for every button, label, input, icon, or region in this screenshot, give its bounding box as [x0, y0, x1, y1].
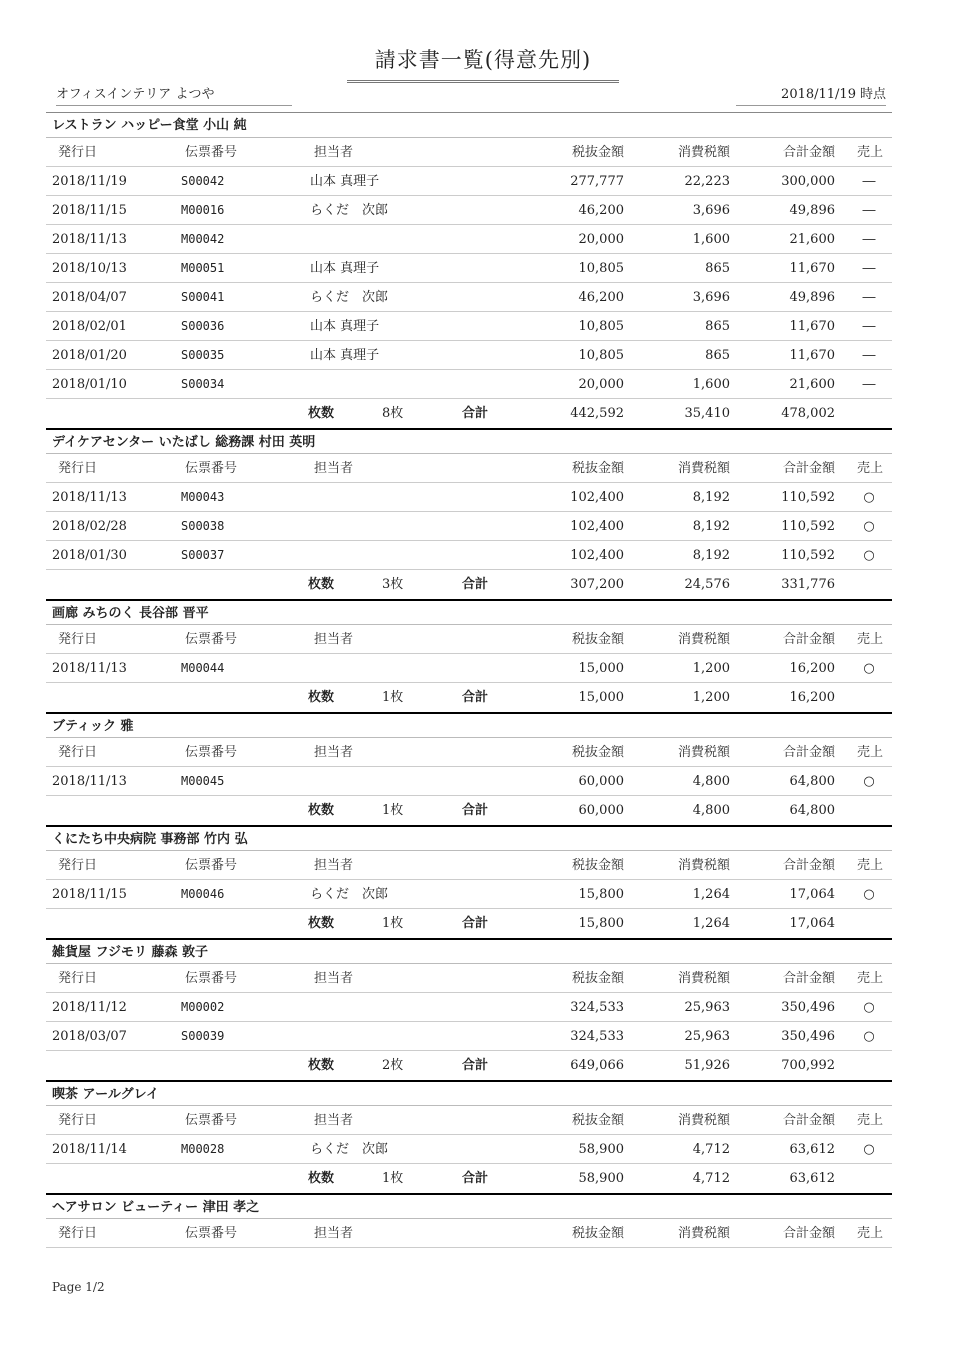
- net-amount: 58,900: [578, 1142, 624, 1157]
- summary-total: 700,992: [781, 1058, 835, 1073]
- col-header-net: 税抜金額: [571, 858, 624, 873]
- slip-number: M00042: [181, 232, 225, 246]
- total-amount: 49,896: [789, 203, 835, 218]
- net-amount: 15,800: [578, 887, 624, 902]
- col-header-tax: 消費税額: [677, 145, 730, 160]
- col-header-date: 発行日: [58, 745, 98, 760]
- invoice-row[interactable]: [46, 254, 892, 283]
- summary-net: 15,000: [578, 690, 624, 705]
- sales-mark: ―: [862, 203, 876, 218]
- col-header-slip-no: 伝票番号: [185, 971, 238, 986]
- count-label: 枚数: [308, 803, 335, 818]
- slip-number: M00044: [181, 661, 225, 675]
- net-amount: 10,805: [578, 261, 624, 276]
- col-header-date: 発行日: [58, 1226, 98, 1241]
- slip-count: 2枚: [382, 1058, 404, 1073]
- issue-date: 2018/01/30: [52, 548, 127, 563]
- total-amount: 21,600: [789, 232, 835, 247]
- col-header-slip-no: 伝票番号: [185, 745, 238, 760]
- invoice-row[interactable]: [46, 993, 892, 1022]
- as-of-date-value: 2018/11/19: [781, 87, 856, 102]
- slip-number: M00028: [181, 1142, 225, 1156]
- tax-amount: 1,200: [692, 661, 730, 676]
- count-label: 枚数: [308, 1171, 335, 1186]
- issue-date: 2018/11/15: [52, 203, 127, 218]
- as-of-label: 時点: [859, 87, 886, 102]
- tax-amount: 1,264: [692, 887, 730, 902]
- col-header-sales: 売上: [857, 1113, 884, 1128]
- staff-name: 山本 真理子: [310, 319, 380, 334]
- col-header-sales: 売上: [857, 145, 884, 160]
- col-header-net: 税抜金額: [571, 632, 624, 647]
- sales-mark: ―: [862, 174, 876, 189]
- count-label: 枚数: [308, 690, 335, 705]
- tax-amount: 4,800: [692, 774, 730, 789]
- issue-date: 2018/01/20: [52, 348, 127, 363]
- total-label: 合計: [462, 577, 489, 592]
- invoice-row[interactable]: [46, 196, 892, 225]
- summary-row: [46, 399, 892, 428]
- sales-mark: ―: [862, 261, 876, 276]
- column-header-row: [46, 138, 892, 167]
- slip-number: M00051: [181, 261, 225, 275]
- sales-mark: ○: [863, 1000, 875, 1015]
- col-header-staff: 担当者: [314, 1113, 354, 1128]
- client-name: ブティック 雅: [46, 712, 892, 738]
- col-header-staff: 担当者: [314, 858, 354, 873]
- client-name: レストラン ハッピー食堂 小山 純: [46, 112, 892, 138]
- invoice-row[interactable]: [46, 483, 892, 512]
- net-amount: 46,200: [578, 290, 624, 305]
- total-amount: 350,496: [781, 1029, 835, 1044]
- staff-name: 山本 真理子: [310, 174, 380, 189]
- net-amount: 102,400: [570, 519, 624, 534]
- sales-mark: ―: [862, 348, 876, 363]
- net-amount: 102,400: [570, 490, 624, 505]
- col-header-sales: 売上: [857, 632, 884, 647]
- slip-number: S00039: [181, 1029, 225, 1043]
- client-block: [46, 112, 892, 428]
- sales-mark: ―: [862, 377, 876, 392]
- sales-mark: ○: [863, 1142, 875, 1157]
- column-header-row: [46, 738, 892, 767]
- staff-name: 山本 真理子: [310, 348, 380, 363]
- count-label: 枚数: [308, 916, 335, 931]
- col-header-date: 発行日: [58, 858, 98, 873]
- total-label: 合計: [462, 1058, 489, 1073]
- total-amount: 64,800: [789, 774, 835, 789]
- total-amount: 11,670: [789, 319, 835, 334]
- net-amount: 20,000: [578, 377, 624, 392]
- tax-amount: 3,696: [692, 290, 730, 305]
- column-header-row: [46, 964, 892, 993]
- col-header-tax: 消費税額: [677, 1113, 730, 1128]
- sales-mark: ○: [863, 519, 875, 534]
- summary-net: 58,900: [578, 1171, 624, 1186]
- slip-number: M00045: [181, 774, 225, 788]
- total-label: 合計: [462, 1171, 489, 1186]
- count-label: 枚数: [308, 406, 335, 421]
- col-header-tax: 消費税額: [677, 461, 730, 476]
- net-amount: 324,533: [570, 1029, 624, 1044]
- invoice-row[interactable]: [46, 312, 892, 341]
- net-amount: 10,805: [578, 348, 624, 363]
- summary-row: [46, 796, 892, 825]
- summary-total: 478,002: [781, 406, 835, 421]
- summary-total: 16,200: [789, 690, 835, 705]
- col-header-sales: 売上: [857, 745, 884, 760]
- tax-amount: 1,600: [692, 377, 730, 392]
- client-block: [46, 825, 892, 938]
- col-header-date: 発行日: [58, 1113, 98, 1128]
- slip-count: 8枚: [382, 406, 404, 421]
- tax-amount: 4,712: [692, 1142, 730, 1157]
- slip-number: S00041: [181, 290, 225, 304]
- invoice-row[interactable]: [46, 341, 892, 370]
- col-header-slip-no: 伝票番号: [185, 461, 238, 476]
- tax-amount: 865: [705, 348, 730, 363]
- summary-tax: 4,800: [692, 803, 730, 818]
- col-header-slip-no: 伝票番号: [185, 1226, 238, 1241]
- total-amount: 300,000: [781, 174, 835, 189]
- tax-amount: 8,192: [692, 548, 730, 563]
- total-amount: 110,592: [781, 490, 835, 505]
- summary-total: 17,064: [789, 916, 835, 931]
- issue-date: 2018/11/19: [52, 174, 127, 189]
- col-header-staff: 担当者: [314, 971, 354, 986]
- tax-amount: 25,963: [684, 1029, 730, 1044]
- total-amount: 16,200: [789, 661, 835, 676]
- client-name: 雑貨屋 フジモリ 藤森 敦子: [46, 938, 892, 964]
- column-header-row: [46, 454, 892, 483]
- col-header-total: 合計金額: [782, 632, 835, 647]
- summary-tax: 1,200: [692, 690, 730, 705]
- col-header-staff: 担当者: [314, 1226, 354, 1241]
- col-header-slip-no: 伝票番号: [185, 632, 238, 647]
- summary-tax: 1,264: [692, 916, 730, 931]
- staff-name: らくだ 次郎: [310, 290, 389, 305]
- slip-number: M00002: [181, 1000, 225, 1014]
- tax-amount: 8,192: [692, 519, 730, 534]
- sales-mark: ―: [862, 319, 876, 334]
- total-amount: 17,064: [789, 887, 835, 902]
- col-header-tax: 消費税額: [677, 971, 730, 986]
- invoice-row[interactable]: [46, 654, 892, 683]
- client-name: くにたち中央病院 事務部 竹内 弘: [46, 825, 892, 851]
- issue-date: 2018/03/07: [52, 1029, 127, 1044]
- total-label: 合計: [462, 406, 489, 421]
- issue-date: 2018/11/15: [52, 887, 127, 902]
- total-amount: 21,600: [789, 377, 835, 392]
- slip-number: S00042: [181, 174, 225, 188]
- col-header-date: 発行日: [58, 632, 98, 647]
- total-label: 合計: [462, 916, 489, 931]
- slip-number: M00016: [181, 203, 225, 217]
- summary-net: 307,200: [570, 577, 624, 592]
- invoice-row[interactable]: [46, 767, 892, 796]
- net-amount: 60,000: [578, 774, 624, 789]
- tax-amount: 22,223: [684, 174, 730, 189]
- slip-count: 1枚: [382, 690, 404, 705]
- col-header-sales: 売上: [857, 1226, 884, 1241]
- total-amount: 11,670: [789, 261, 835, 276]
- col-header-slip-no: 伝票番号: [185, 145, 238, 160]
- total-amount: 110,592: [781, 519, 835, 534]
- col-header-date: 発行日: [58, 461, 98, 476]
- col-header-date: 発行日: [58, 971, 98, 986]
- staff-name: らくだ 次郎: [310, 1142, 389, 1157]
- col-header-sales: 売上: [857, 971, 884, 986]
- issue-date: 2018/11/13: [52, 774, 127, 789]
- slip-count: 1枚: [382, 1171, 404, 1186]
- sales-mark: ○: [863, 774, 875, 789]
- total-label: 合計: [462, 803, 489, 818]
- col-header-net: 税抜金額: [571, 145, 624, 160]
- summary-net: 649,066: [570, 1058, 624, 1073]
- as-of-date: [736, 83, 886, 106]
- invoice-row[interactable]: [46, 225, 892, 254]
- total-amount: 350,496: [781, 1000, 835, 1015]
- col-header-total: 合計金額: [782, 971, 835, 986]
- invoice-row[interactable]: [46, 512, 892, 541]
- tax-amount: 1,600: [692, 232, 730, 247]
- client-name: デイケアセンター いたばし 総務課 村田 英明: [46, 428, 892, 454]
- col-header-staff: 担当者: [314, 145, 354, 160]
- net-amount: 277,777: [570, 174, 624, 189]
- total-amount: 49,896: [789, 290, 835, 305]
- summary-tax: 51,926: [684, 1058, 730, 1073]
- summary-row: [46, 1164, 892, 1193]
- count-label: 枚数: [308, 1058, 335, 1073]
- sales-mark: ○: [863, 1029, 875, 1044]
- col-header-net: 税抜金額: [571, 1226, 624, 1241]
- issue-date: 2018/11/12: [52, 1000, 127, 1015]
- staff-name: らくだ 次郎: [310, 887, 389, 902]
- issue-date: 2018/11/14: [52, 1142, 127, 1157]
- client-block: [46, 1080, 892, 1193]
- tax-amount: 3,696: [692, 203, 730, 218]
- summary-total: 331,776: [781, 577, 835, 592]
- col-header-staff: 担当者: [314, 461, 354, 476]
- summary-net: 15,800: [578, 916, 624, 931]
- col-header-total: 合計金額: [782, 1226, 835, 1241]
- col-header-total: 合計金額: [782, 745, 835, 760]
- sales-mark: ○: [863, 548, 875, 563]
- sales-mark: ○: [863, 661, 875, 676]
- col-header-staff: 担当者: [314, 745, 354, 760]
- col-header-sales: 売上: [857, 858, 884, 873]
- net-amount: 20,000: [578, 232, 624, 247]
- page-number: Page 1/2: [52, 1280, 105, 1294]
- slip-number: S00034: [181, 377, 225, 391]
- column-header-row: [46, 1219, 892, 1248]
- col-header-total: 合計金額: [782, 1113, 835, 1128]
- slip-number: S00036: [181, 319, 225, 333]
- client-block: [46, 428, 892, 599]
- sales-mark: ○: [863, 887, 875, 902]
- issue-date: 2018/11/13: [52, 232, 127, 247]
- net-amount: 10,805: [578, 319, 624, 334]
- total-amount: 11,670: [789, 348, 835, 363]
- title-wrap: [0, 44, 966, 83]
- total-amount: 63,612: [789, 1142, 835, 1157]
- issue-date: 2018/11/13: [52, 661, 127, 676]
- col-header-net: 税抜金額: [571, 745, 624, 760]
- invoice-row[interactable]: [46, 167, 892, 196]
- slip-number: M00046: [181, 887, 225, 901]
- issue-date: 2018/01/10: [52, 377, 127, 392]
- invoice-row[interactable]: [46, 283, 892, 312]
- summary-total: 64,800: [789, 803, 835, 818]
- total-label: 合計: [462, 690, 489, 705]
- summary-total: 63,612: [789, 1171, 835, 1186]
- summary-row: [46, 1051, 892, 1080]
- client-block: [46, 938, 892, 1080]
- slip-count: 3枚: [382, 577, 404, 592]
- column-header-row: [46, 851, 892, 880]
- invoice-row[interactable]: [46, 1022, 892, 1051]
- summary-row: [46, 909, 892, 938]
- staff-name: らくだ 次郎: [310, 203, 389, 218]
- tax-amount: 865: [705, 319, 730, 334]
- tax-amount: 8,192: [692, 490, 730, 505]
- sales-mark: ―: [862, 290, 876, 305]
- col-header-staff: 担当者: [314, 632, 354, 647]
- net-amount: 46,200: [578, 203, 624, 218]
- col-header-slip-no: 伝票番号: [185, 858, 238, 873]
- invoice-row[interactable]: [46, 880, 892, 909]
- slip-count: 1枚: [382, 803, 404, 818]
- invoice-row[interactable]: [46, 541, 892, 570]
- column-header-row: [46, 1106, 892, 1135]
- col-header-sales: 売上: [857, 461, 884, 476]
- count-label: 枚数: [308, 577, 335, 592]
- client-block: [46, 712, 892, 825]
- col-header-tax: 消費税額: [677, 632, 730, 647]
- invoice-row[interactable]: [46, 370, 892, 399]
- col-header-tax: 消費税額: [677, 858, 730, 873]
- summary-tax: 24,576: [684, 577, 730, 592]
- total-amount: 110,592: [781, 548, 835, 563]
- summary-tax: 35,410: [684, 406, 730, 421]
- client-name: 喫茶 アールグレイ: [46, 1080, 892, 1106]
- sales-mark: ―: [862, 232, 876, 247]
- col-header-slip-no: 伝票番号: [185, 1113, 238, 1128]
- col-header-net: 税抜金額: [571, 971, 624, 986]
- col-header-tax: 消費税額: [677, 745, 730, 760]
- slip-number: S00037: [181, 548, 225, 562]
- net-amount: 324,533: [570, 1000, 624, 1015]
- invoice-table: [46, 112, 892, 1248]
- issue-date: 2018/10/13: [52, 261, 127, 276]
- col-header-date: 発行日: [58, 145, 98, 160]
- summary-net: 60,000: [578, 803, 624, 818]
- staff-name: 山本 真理子: [310, 261, 380, 276]
- client-name: 画廊 みちのく 長谷部 晋平: [46, 599, 892, 625]
- client-name: ヘアサロン ビューティー 津田 孝之: [46, 1193, 892, 1219]
- col-header-net: 税抜金額: [571, 1113, 624, 1128]
- slip-count: 1枚: [382, 916, 404, 931]
- issue-date: 2018/02/28: [52, 519, 127, 534]
- column-header-row: [46, 625, 892, 654]
- tax-amount: 865: [705, 261, 730, 276]
- client-block: [46, 599, 892, 712]
- tax-amount: 25,963: [684, 1000, 730, 1015]
- summary-tax: 4,712: [692, 1171, 730, 1186]
- issue-date: 2018/11/13: [52, 490, 127, 505]
- col-header-tax: 消費税額: [677, 1226, 730, 1241]
- summary-net: 442,592: [570, 406, 624, 421]
- summary-row: [46, 570, 892, 599]
- slip-number: S00035: [181, 348, 225, 362]
- sales-mark: ○: [863, 490, 875, 505]
- col-header-total: 合計金額: [782, 145, 835, 160]
- col-header-total: 合計金額: [782, 858, 835, 873]
- issue-date: 2018/02/01: [52, 319, 127, 334]
- issue-date: 2018/04/07: [52, 290, 127, 305]
- col-header-total: 合計金額: [782, 461, 835, 476]
- client-block: [46, 1193, 892, 1248]
- summary-row: [46, 683, 892, 712]
- net-amount: 15,000: [578, 661, 624, 676]
- slip-number: S00038: [181, 519, 225, 533]
- col-header-net: 税抜金額: [571, 461, 624, 476]
- invoice-row[interactable]: [46, 1135, 892, 1164]
- slip-number: M00043: [181, 490, 225, 504]
- company-name: オフィスインテリア よつや: [56, 83, 292, 106]
- net-amount: 102,400: [570, 548, 624, 563]
- report-title: 請求書一覧(得意先別): [347, 44, 619, 83]
